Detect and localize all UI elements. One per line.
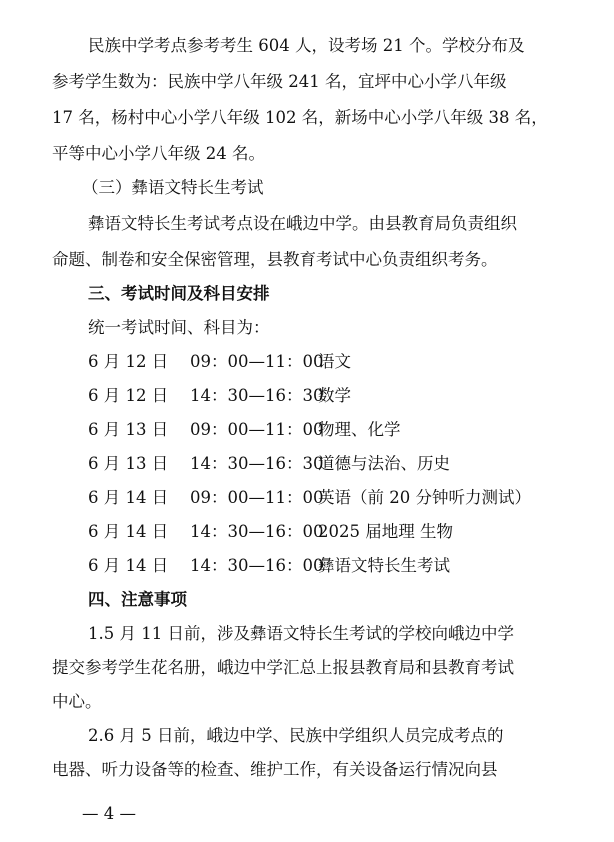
schedule-row (0, 488, 614, 508)
schedule-row (0, 386, 614, 406)
para2-line-2: 命题、制卷和安全保密管理，县教育考试中心负责组织考务。 (52, 250, 498, 269)
schedule-time: 14：30—16：30 (190, 386, 324, 405)
schedule-subject: 语文 (318, 352, 351, 371)
schedule-date: 6 月 14 日 (88, 488, 169, 507)
section-3-heading: 三、考试时间及科目安排 (88, 284, 270, 303)
item2-line-1: 2.6 月 5 日前，峨边中学、民族中学组织人员完成考点的 (88, 726, 504, 745)
item1-line-2: 提交参考学生花名册，峨边中学汇总上报县教育局和县教育考试 (52, 658, 514, 677)
schedule-subject: 数学 (318, 386, 351, 405)
schedule-time: 14：30—16：00 (190, 556, 324, 575)
para1-line-4: 平等中心小学八年级 24 名。 (52, 144, 265, 163)
schedule-time: 14：30—16：30 (190, 454, 324, 473)
para1-line-3: 17 名，杨村中心小学八年级 102 名，新场中心小学八年级 38 名， (52, 108, 548, 127)
section-4-heading: 四、注意事项 (88, 590, 187, 609)
schedule-subject: 彝语文特长生考试 (318, 556, 450, 575)
schedule-row (0, 522, 614, 542)
item1-line-3: 中心。 (52, 692, 102, 711)
schedule-time: 09：00—11：00 (190, 420, 324, 439)
item2-line-2: 电器、听力设备等的检查、维护工作，有关设备运行情况向县 (52, 760, 498, 779)
schedule-row (0, 420, 614, 440)
schedule-date: 6 月 13 日 (88, 454, 169, 473)
schedule-time: 09：00—11：00 (190, 488, 324, 507)
page-number: — 4 — (82, 804, 136, 823)
schedule-row (0, 556, 614, 576)
schedule-date: 6 月 14 日 (88, 556, 169, 575)
schedule-row (0, 352, 614, 372)
item1-line-1: 1.5 月 11 日前，涉及彝语文特长生考试的学校向峨边中学 (88, 624, 514, 643)
subsection-3-title: （三）彝语文特长生考试 (82, 178, 264, 197)
schedule-time: 09：00—11：00 (190, 352, 324, 371)
schedule-subject: 道德与法治、历史 (318, 454, 450, 473)
schedule-date: 6 月 14 日 (88, 522, 169, 541)
schedule-date: 6 月 12 日 (88, 352, 169, 371)
schedule-row (0, 454, 614, 474)
para1-line-2: 参考学生数为：民族中学八年级 241 名，宜坪中心小学八年级 (52, 72, 507, 91)
schedule-subject: 英语（前 20 分钟听力测试） (318, 488, 531, 507)
schedule-intro: 统一考试时间、科目为： (88, 318, 270, 337)
schedule-date: 6 月 12 日 (88, 386, 169, 405)
schedule-time: 14：30—16：00 (190, 522, 324, 541)
para1-line-1: 民族中学考点参考考生 604 人，设考场 21 个。学校分布及 (88, 36, 525, 55)
schedule-subject: 物理、化学 (318, 420, 401, 439)
para2-line-1: 彝语文特长生考试考点设在峨边中学。由县教育局负责组织 (88, 214, 517, 233)
schedule-date: 6 月 13 日 (88, 420, 169, 439)
schedule-subject: 2025 届地理 生物 (318, 522, 453, 541)
